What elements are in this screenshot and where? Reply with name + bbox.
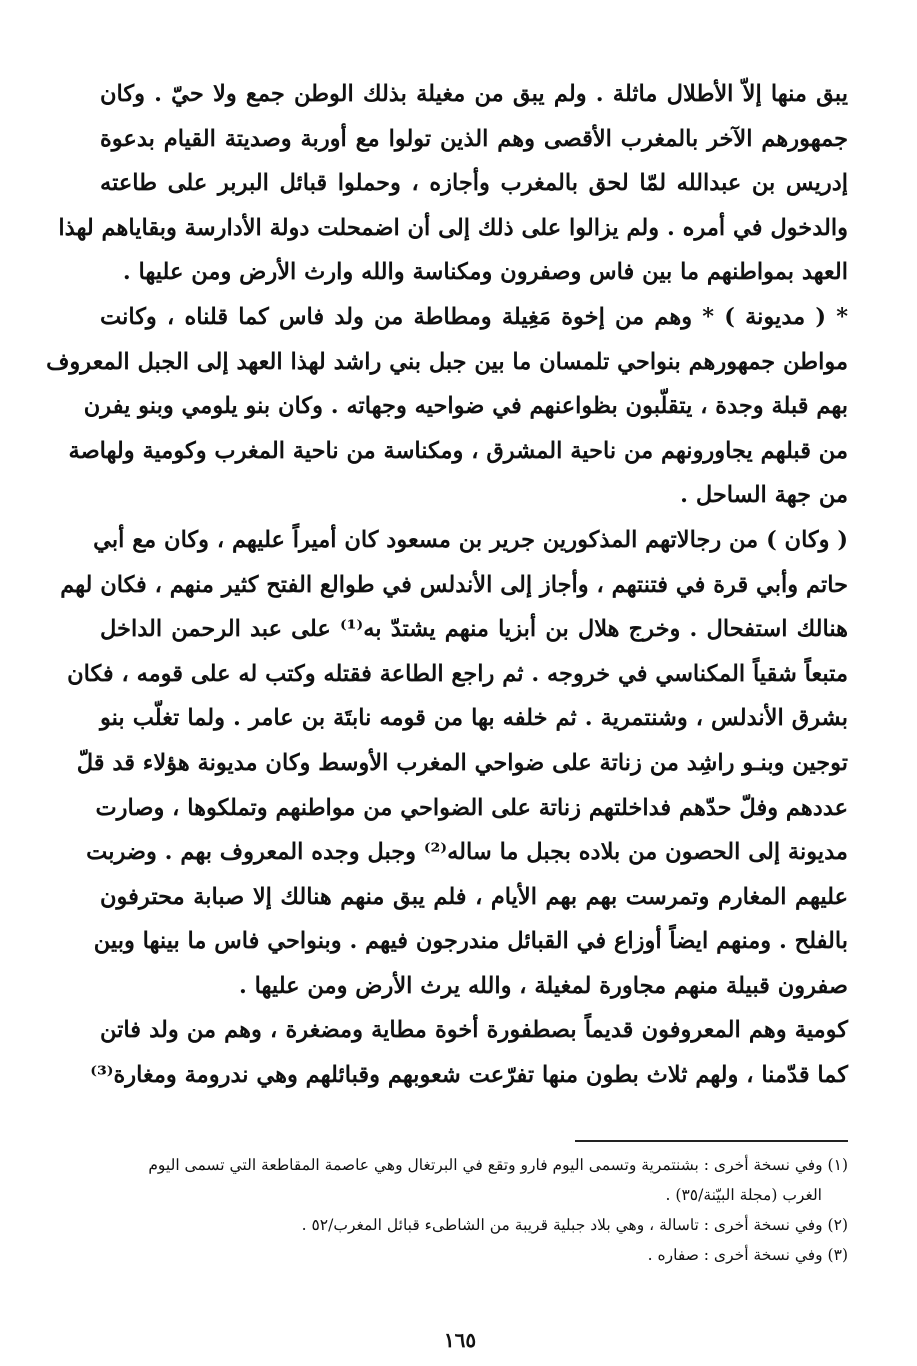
text-line: العهد بمواطنهم ما بين فاس وصفرون ومكناسة والله وارث الأرض ومن عليها . bbox=[122, 259, 848, 286]
text-line: والدخول في أمره . ولم يزالوا على ذلك إلى أن اضمحلت دولة الأدارسة وبقاياهم لهذا bbox=[58, 214, 848, 241]
text-line: هنالك استفحال . وخرج هلال بن أبزيا منهم يشتدّ به⁽¹⁾ على عبد الرحمن الداخل bbox=[100, 616, 848, 643]
text-line: * ( مديونة ) * وهم من إخوة مَغِيلة ومطاطة من ولد فاس كما قلناه ، وكانت bbox=[100, 303, 848, 330]
text-line: حاتم وأبي قرة في فتنتهم ، وأجاز إلى الأندلس في طوالع الفتح كثير منهم ، فكان لهم bbox=[60, 571, 848, 598]
text-line: توجين وبنـو راشِد من زناتة على ضواحي المغرب الأوسط وكان مديونة هؤلاء قد قلّ bbox=[76, 749, 848, 776]
text-line: مواطن جمهورهم بنواحي تلمسان ما بين جبل بني راشد لهذا العهد إلى الجبل المعروف bbox=[46, 348, 848, 375]
text-line: يبق منها إلاّ الأطلال ماثلة . ولم يبق من مغيلة بذلك الوطن جمع ولا حيّ . وكان bbox=[100, 81, 848, 107]
text-line: من قبلهم يجاورونهم من ناحية المشرق ، ومكناسة من ناحية المغرب وكومية ولهاصة bbox=[68, 437, 848, 464]
main-text bbox=[46, 72, 848, 1098]
text-line: إدريس بن عبدالله لمّا لحق بالمغرب وأجازه ، وحملوا قبائل البربر على طاعته bbox=[100, 170, 848, 197]
text-line: بشرق الأندلس ، وشنتمرية . ثم خلفه بها من قومه نابتَة بن عامر . ولما تغلّب بنو bbox=[100, 705, 848, 732]
footnote-divider bbox=[575, 1140, 848, 1142]
text-line: عددهم وفلّ حدّهم فداخلتهم زناتة على الضواحي من مواطنهم وتملكوها ، وصارت bbox=[95, 794, 848, 821]
text-line: بهم قبلة وجدة ، يتقلّبون بظواعنهم في ضواحيه وجهاته . وكان بنو يلومي وبنو يفرن bbox=[83, 393, 848, 420]
footnote-3: (٣) وفي نسخة أخرى : صفاره . bbox=[647, 1246, 848, 1264]
footnote-1-continuation: الغرب (مجلة البيّنة/٣٥) . bbox=[665, 1186, 822, 1204]
footnote-1: (١) وفي نسخة أخرى : بشنتمرية وتسمى اليوم فارو وتقع في البرتغال وهي عاصمة المقاطعة التي تسمى اليوم bbox=[148, 1156, 848, 1174]
page-number: ١٦٥ bbox=[443, 1328, 477, 1352]
footnotes bbox=[100, 1150, 848, 1270]
text-line: جمهورهم الآخر بالمغرب الأقصى وهم الذين تولوا مع أوربة وصديتة القيام بدعوة bbox=[100, 125, 848, 152]
text-line: متبعاً شقياً المكناسي في خروجه . ثم راجع الطاعة فقتله وكتب له على قومه ، فكان bbox=[67, 660, 848, 687]
text-line: ( وكان ) من رجالاتهم المذكورين جرير بن مسعود كان أميراً عليهم ، وكان مع أبي bbox=[93, 526, 848, 553]
footnote-2: (٢) وفي نسخة أخرى : تاسالة ، وهي بلاد جبلية قريبة من الشاطىء قبائل المغرب/٥٢ . bbox=[301, 1216, 848, 1234]
text-line: بالفلح . ومنهم ايضاً أوزاع في القبائل مندرجون فيهم . وبنواحي فاس ما بينها وبين bbox=[93, 928, 848, 955]
text-line: من جهة الساحل . bbox=[680, 482, 848, 509]
text-line: عليهم المغارم وتمرست بهم بهم الأيام ، فلم يبق منهم هنالك إلا صبابة محترفون bbox=[100, 883, 848, 910]
text-line: مديونة إلى الحصون من بلاده بجبل ما ساله⁽²⁾ وجبل وجده المعروف بهم . وضربت bbox=[86, 839, 848, 866]
text-line: صفرون قبيلة منهم مجاورة لمغيلة ، والله يرث الأرض ومن عليها . bbox=[239, 972, 848, 999]
text-line: كومية وهم المعروفون قديماً بصطفورة أخوة مطاية ومضغرة ، وهم من ولد فاتن bbox=[100, 1017, 848, 1044]
text-line: كما قدّمنا ، ولهم ثلاث بطون منها تفرّعت شعوبهم وقبائلهم وهي ندرومة ومغارة⁽³⁾ bbox=[90, 1062, 848, 1089]
